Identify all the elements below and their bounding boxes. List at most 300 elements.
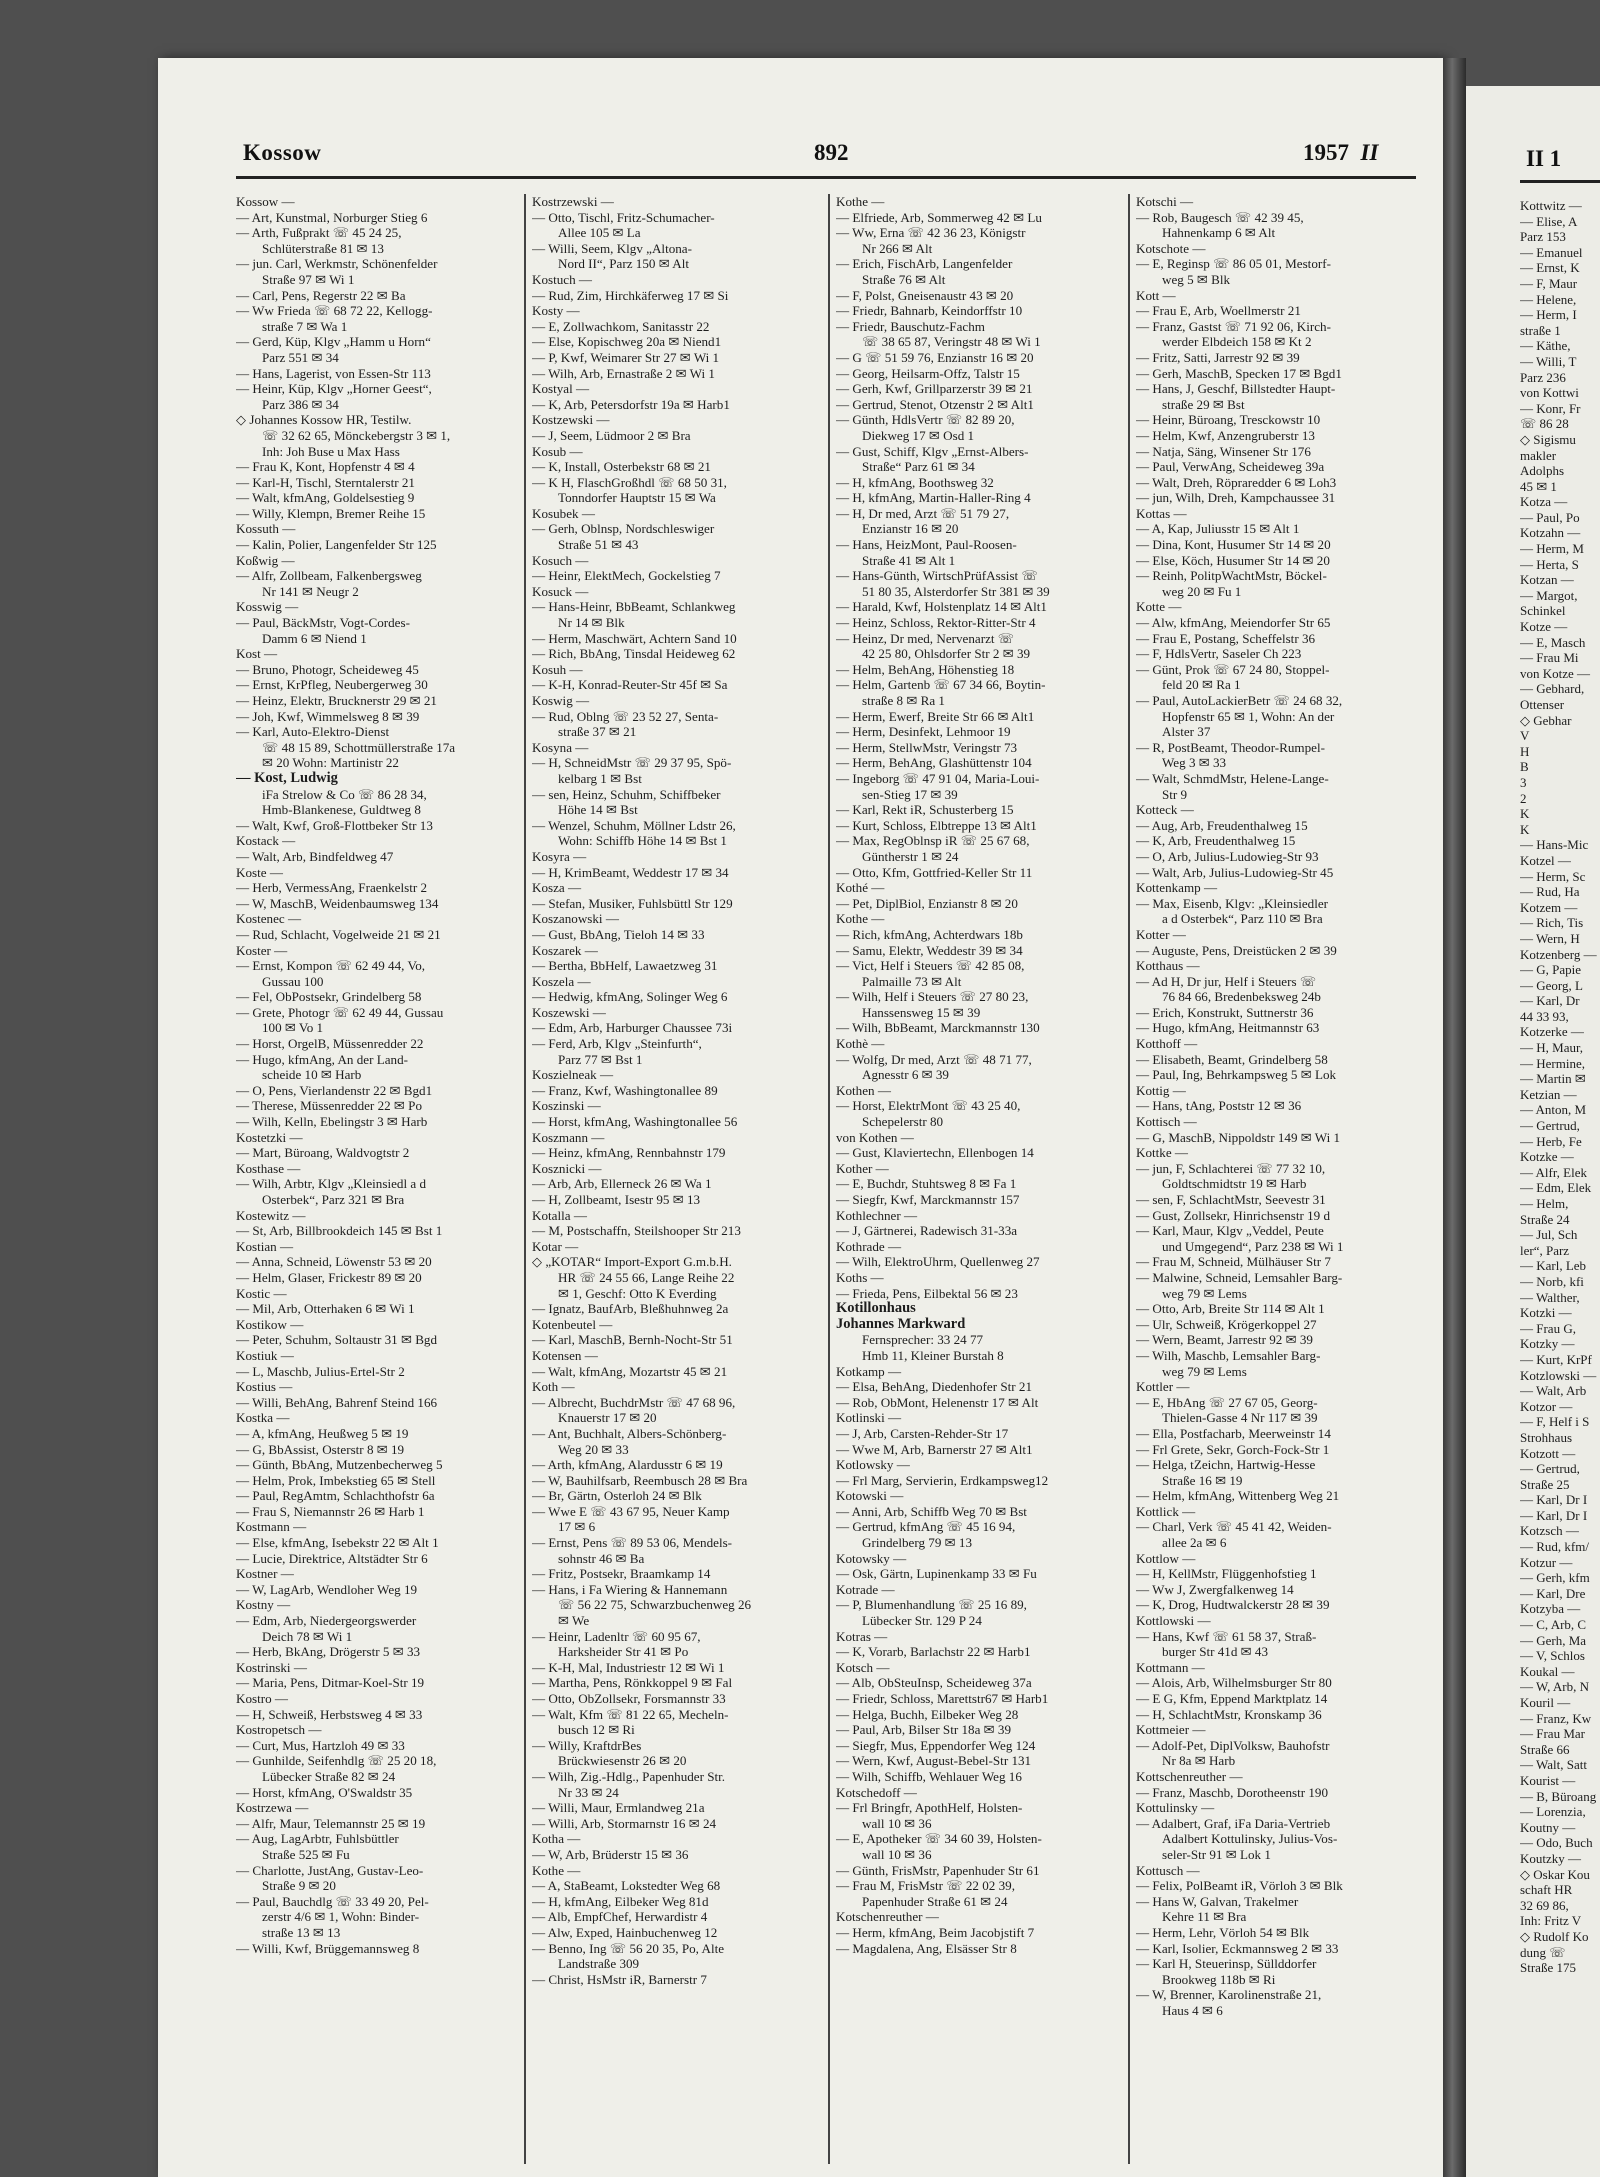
entry-line: Kost — — [236, 646, 278, 662]
entry-line: burger Str 41d ✉ 43 — [1162, 1644, 1269, 1660]
entry-line: Kostner — — [236, 1566, 294, 1582]
entry-line: Kostian — — [236, 1238, 294, 1254]
entry-line: Weg 3 ✉ 33 — [1162, 755, 1227, 771]
entry-line: — Walt, Arb — [1520, 1383, 1587, 1399]
entry-line: — F, HdlsVertr, Saseler Ch 223 — [1136, 646, 1302, 662]
entry-line: a d Osterbek“, Parz 110 ✉ Bra — [1162, 911, 1323, 927]
entry-line: — A, Kap, Juliusstr 15 ✉ Alt 1 — [1136, 521, 1300, 537]
entry-line: Kotzahn — — [1520, 525, 1581, 541]
column-4 — [1136, 194, 1416, 2164]
entry-line: — Walt, SchmdMstr, Helene-Lange- — [1136, 770, 1329, 786]
entry-line: — Edm, Arb, Harburger Chaussee 73i — [532, 1020, 733, 1036]
entry-line: — G ☏ 51 59 76, Enzianstr 16 ✉ 20 — [836, 349, 1034, 365]
entry-line: — Wilh, Helf i Steuers ☏ 27 80 23, — [836, 989, 1029, 1005]
entry-line: — J, Seem, Lüdmoor 2 ✉ Bra — [532, 427, 691, 443]
entry-line: — Aug, Arb, Freudenthalweg 15 — [1136, 817, 1308, 833]
entry-line: Nr 8a ✉ Harb — [1162, 1753, 1236, 1769]
entry-line: Kothen — — [836, 1082, 891, 1098]
entry-line: 17 ✉ 6 — [558, 1519, 596, 1535]
entry-line: Kottschenreuther — — [1136, 1768, 1243, 1784]
entry-line: Agnesstr 6 ✉ 39 — [862, 1067, 949, 1083]
entry-line: Kottig — — [1136, 1082, 1186, 1098]
entry-line: Kottlow — — [1136, 1550, 1196, 1566]
entry-line: — sen, Heinz, Schuhm, Schiffbeker — [532, 786, 721, 802]
entry-line: — Elisabeth, Beamt, Grindelberg 58 — [1136, 1051, 1328, 1067]
entry-line: — Ad H, Dr jur, Helf i Steuers ☏ — [1136, 973, 1317, 989]
entry-line: — Ernst, KrPfleg, Neubergerweg 30 — [236, 677, 428, 693]
entry-line: Koutny — — [1520, 1819, 1576, 1835]
entry-line: ◇ „KOTAR“ Import-Export G.m.b.H. — [532, 1254, 732, 1270]
part-text: II — [1360, 140, 1379, 165]
entry-line: — Gust, BbAng, Tieloh 14 ✉ 33 — [532, 926, 705, 942]
entry-line: — Edm, Elek — [1520, 1180, 1592, 1196]
entry-line: weg 5 ✉ Blk — [1162, 271, 1231, 287]
entry-line: — Jul, Sch — [1520, 1227, 1578, 1243]
entry-line: — Anton, M — [1520, 1102, 1587, 1118]
entry-line: — K, Vorarb, Barlachstr 22 ✉ Harb1 — [836, 1644, 1031, 1660]
entry-line: — F, Maur — [1520, 275, 1578, 291]
entry-line: — Wwe M, Arb, Barnerstr 27 ✉ Alt1 — [836, 1441, 1033, 1457]
entry-line: — Adolf-Pet, DiplVolksw, Bauhofstr — [1136, 1737, 1330, 1753]
entry-line: Kotrade — — [836, 1581, 895, 1597]
entry-line: Kostikow — — [236, 1316, 304, 1332]
entry-line: — Heinz, Elektr, Brucknerstr 29 ✉ 21 — [236, 693, 437, 708]
entry-line: — J, Gärtnerei, Radewisch 31-33a — [836, 1223, 1018, 1239]
entry-line: Thielen-Gasse 4 Nr 117 ✉ 39 — [1162, 1410, 1318, 1426]
entry-line: Koßwig — — [236, 552, 295, 568]
entry-line: — Arb, Arb, Ellerneck 26 ✉ Wa 1 — [532, 1176, 712, 1192]
entry-line: Lübecker Str. 129 P 24 — [862, 1613, 982, 1629]
entry-line: — Auguste, Pens, Dreistücken 2 ✉ 39 — [1136, 942, 1337, 958]
column-divider — [524, 194, 526, 2164]
entry-line: — E, Reginsp ☏ 86 05 01, Mestorf- — [1136, 256, 1331, 272]
entry-line: Nr 33 ✉ 24 — [558, 1784, 619, 1800]
entry-line: Kosty — — [532, 303, 580, 319]
entry-line: Alster 37 — [1162, 724, 1211, 740]
entry-line: ☏ 32 62 65, Mönckebergstr 3 ✉ 1, — [262, 427, 451, 443]
entry-line: — Walt, Arb, Bindfeldweg 47 — [236, 848, 394, 864]
entry-line: — Walt, Kwf, Groß-Flottbeker Str 13 — [236, 817, 433, 833]
entry-line: Ottenser — [1520, 697, 1565, 712]
entry-line: — Rob, Baugesch ☏ 42 39 45, — [1136, 209, 1304, 225]
entry-line: — K-H, Konrad-Reuter-Str 45f ✉ Sa — [532, 677, 728, 693]
entry-line: Kother — — [836, 1160, 889, 1176]
entry-line: Straße“ Parz 61 ✉ 34 — [862, 459, 975, 475]
entry-line: Haus 4 ✉ 6 — [1162, 2002, 1223, 2018]
entry-line: — Gust, Zollsekr, Hinrichsenstr 19 d — [1136, 1207, 1331, 1223]
entry-line: Brookweg 118b ✉ Ri — [1162, 1971, 1276, 1987]
entry-line: — Wenzel, Schuhm, Möllner Ldstr 26, — [532, 817, 736, 833]
entry-line: — Harald, Kwf, Holstenplatz 14 ✉ Alt1 — [836, 599, 1047, 615]
entry-line: Kostmann — — [236, 1519, 307, 1535]
entry-line: — Hugo, kfmAng, Heitmannstr 63 — [1136, 1020, 1320, 1036]
entry-line: 42 25 80, Ohlsdorfer Str 2 ✉ 39 — [862, 646, 1031, 662]
entry-line: — Wilh, Maschb, Lemsahler Barg- — [1136, 1347, 1321, 1363]
entry-line: — A, kfmAng, Heußweg 5 ✉ 19 — [236, 1425, 409, 1441]
entry-line: V — [1520, 728, 1530, 744]
entry-line: 76 84 66, Bredenbeksweg 24b — [1162, 989, 1321, 1005]
entry-line: — Käthe, — [1520, 338, 1571, 354]
column-divider — [828, 194, 830, 2164]
entry-line: — Paul, Ing, Behrkampsweg 5 ✉ Lok — [1136, 1067, 1337, 1083]
entry-line: Damm 6 ✉ Niend 1 — [262, 630, 367, 646]
entry-line: Allee 105 ✉ La — [558, 225, 641, 241]
entry-line: ☏ 56 22 75, Schwarzbuchenweg 26 — [558, 1597, 752, 1613]
entry-line: — Kost, Ludwig — [236, 770, 338, 786]
entry-line: wall 10 ✉ 36 — [862, 1815, 932, 1831]
entry-line: — Christ, HsMstr iR, Barnerstr 7 — [532, 1971, 707, 1987]
entry-line: Kothe — — [836, 911, 885, 927]
entry-line: Kotillonhaus — [836, 1301, 916, 1317]
entry-line: Kottenkamp — — [1136, 880, 1218, 896]
entry-line: — Elfriede, Arb, Sommerweg 42 ✉ Lu — [836, 209, 1042, 225]
entry-line: — Alb, EmpfChef, Herwardistr 4 — [532, 1909, 708, 1925]
entry-line: — Wilh, Zig.-Hdlg., Papenhuder Str. — [532, 1768, 726, 1784]
entry-line: Kotter — — [1136, 926, 1186, 942]
entry-line: — Fritz, Postsekr, Braamkamp 14 — [532, 1566, 711, 1582]
entry-line: — Alfr, Maur, Telemannstr 25 ✉ 19 — [236, 1815, 426, 1831]
entry-line: — Ww Frieda ☏ 68 72 22, Kellogg- — [236, 303, 433, 319]
entry-line: — Herm, Maschwärt, Achtern Sand 10 — [532, 630, 737, 646]
entry-line: — Ww J, Zwergfalkenweg 14 — [1136, 1581, 1294, 1597]
entry-line: — Heinr, ElektMech, Gockelstieg 7 — [532, 568, 721, 584]
entry-line: — Frau M, Schneid, Mülhäuser Str 7 — [1136, 1254, 1331, 1270]
entry-line: Kottwitz — — [1520, 198, 1582, 213]
entry-line: allee 2a ✉ 6 — [1162, 1535, 1227, 1551]
entry-line: Kotzky — — [1520, 1336, 1575, 1352]
entry-line: — Maria, Pens, Ditmar-Koel-Str 19 — [236, 1675, 425, 1691]
entry-line: — Hans, J, Geschf, Billstedter Haupt- — [1136, 381, 1336, 397]
entry-line: Kotensen — — [532, 1347, 598, 1363]
entry-line: — Elsa, BehAng, Diedenhofer Str 21 — [836, 1379, 1033, 1395]
entry-line: — Heinr, Büroang, Tresckowstr 10 — [1136, 412, 1321, 428]
entry-line: — Wilh, Arb, Ernastraße 2 ✉ Wi 1 — [532, 365, 715, 381]
entry-line: — W, Brenner, Karolinenstraße 21, — [1136, 1987, 1322, 2003]
entry-line: Schlüterstraße 81 ✉ 13 — [262, 240, 384, 256]
entry-line: Kotzott — — [1520, 1445, 1576, 1461]
entry-line: Koszarek — — [532, 942, 598, 958]
entry-line: — P, Blumenhandlung ☏ 25 16 89, — [836, 1597, 1027, 1613]
entry-line: ☏ 48 15 89, Schottmüllerstraße 17a — [262, 739, 456, 755]
entry-line: — Wilh, Schiffb, Wehlauer Weg 16 — [836, 1768, 1022, 1784]
entry-line: — Walt, kfmAng, Mozartstr 45 ✉ 21 — [532, 1363, 728, 1379]
entry-line: — Alfr, Zollbeam, Falkenbergsweg — [236, 568, 422, 584]
entry-line: — Rud, kfm/ — [1520, 1539, 1589, 1555]
entry-line: von Kotze — — [1520, 665, 1591, 681]
entry-line: — Helm, — [1520, 1196, 1569, 1211]
entry-line: — K, Arb, Petersdorfstr 19a ✉ Harb1 — [532, 396, 730, 412]
entry-line: Kosthase — — [236, 1160, 301, 1176]
entry-line: Kostewitz — — [236, 1207, 306, 1223]
entry-line: Kossuth — — [236, 521, 296, 537]
entry-line: — Otto, Kfm, Gottfried-Keller Str 11 — [836, 864, 1033, 880]
entry-line: Schinkel — [1520, 603, 1566, 619]
entry-line: — Erich, Konstrukt, Suttnerstr 36 — [1136, 1004, 1314, 1020]
entry-line: — Friedr, Bahnarb, Keindorffstr 10 — [836, 303, 1023, 319]
entry-line: — Karl H, Steuerinsp, Süllddorfer — [1136, 1956, 1317, 1972]
entry-line: — jun, Wilh, Dreh, Kampchaussee 31 — [1136, 490, 1336, 506]
entry-line: Palmaille 73 ✉ Alt — [862, 973, 962, 989]
entry-line: — Wern, H — [1520, 930, 1580, 946]
entry-line: scheide 10 ✉ Harb — [262, 1067, 362, 1083]
entry-line: ✉ We — [558, 1613, 590, 1629]
entry-line: — H, kfmAng, Eilbeker Weg 81d — [532, 1893, 709, 1909]
entry-line: Wohn: Schiffb Höhe 14 ✉ Bst 1 — [558, 833, 727, 849]
entry-line: Grindelberg 79 ✉ 13 — [862, 1535, 973, 1551]
entry-line: HR ☏ 24 55 66, Lange Reihe 22 — [558, 1269, 735, 1285]
entry-line: — Horst, OrgelB, Müssenredder 22 — [236, 1036, 424, 1052]
entry-line: — Frau S, Niemannstr 26 ✉ Harb 1 — [236, 1503, 425, 1519]
entry-line: Enzianstr 16 ✉ 20 — [862, 521, 959, 537]
entry-line: — C, Arb, C — [1520, 1617, 1587, 1633]
entry-line: — Helm, Prok, Imbekstieg 65 ✉ Stell — [236, 1472, 436, 1488]
entry-line: ◇ Sigismu — [1520, 431, 1576, 447]
entry-line: — Günth, HdlsVertr ☏ 82 89 20, — [836, 412, 1015, 428]
entry-line: — Rud, Zim, Hirchkäferweg 17 ✉ Si — [532, 287, 729, 303]
entry-line: — Anna, Schneid, Löwenstr 53 ✉ 20 — [236, 1254, 432, 1270]
entry-line: weg 79 ✉ Lems — [1162, 1363, 1247, 1379]
entry-line: — Rud, Schlacht, Vogelweide 21 ✉ 21 — [236, 926, 441, 942]
entry-line: Straße 16 ✉ 19 — [1162, 1472, 1243, 1488]
entry-line: — E G, Kfm, Eppend Marktplatz 14 — [1136, 1691, 1328, 1706]
entry-line: — Kalin, Polier, Langenfelder Str 125 — [236, 537, 437, 553]
entry-line: — Herm, Lehr, Vörloh 54 ✉ Blk — [1136, 1924, 1310, 1940]
entry-line: — Pet, DiplBiol, Enzianstr 8 ✉ 20 — [836, 895, 1018, 911]
entry-line: Landstraße 309 — [558, 1956, 640, 1972]
entry-line: feld 20 ✉ Ra 1 — [1162, 677, 1241, 693]
entry-line: — E, Masch — [1520, 634, 1586, 650]
entry-line: — Alfr, Elek — [1520, 1164, 1587, 1180]
entry-line: — Albrecht, BuchdrMstr ☏ 47 68 96, — [532, 1394, 736, 1410]
entry-line: — W, Arb, N — [1520, 1679, 1589, 1695]
entry-line: Kostrzewa — — [236, 1800, 309, 1816]
entry-line: — Karl, Maur, Klgv „Veddel, Peute — [1136, 1223, 1324, 1239]
entry-line: Kothrade — — [836, 1238, 902, 1254]
page-year — [1303, 140, 1378, 166]
entry-line: Kotlinski — — [836, 1410, 902, 1426]
entry-line: — Grete, Photogr ☏ 62 49 44, Gussau — [236, 1004, 444, 1020]
entry-line: — Günth, BbAng, Mutzenbecherweg 5 — [236, 1457, 443, 1473]
entry-line: Kosub — — [532, 443, 583, 459]
entry-line: Diekweg 17 ✉ Osd 1 — [862, 427, 975, 443]
entry-line: — Joh, Kwf, Wimmelsweg 8 ✉ 39 — [236, 708, 420, 724]
entry-line: Straße 25 — [1520, 1476, 1570, 1492]
entry-line: Kotzur — — [1520, 1554, 1573, 1570]
entry-line: — Herb, Fe — [1520, 1133, 1582, 1149]
entry-line: Koutzky — — [1520, 1850, 1582, 1866]
entry-line: — Franz, Maschb, Dorotheenstr 190 — [1136, 1784, 1329, 1800]
entry-line: Kotthaus — — [1136, 958, 1200, 974]
entry-line: — H, Zollbeamt, Isestr 95 ✉ 13 — [532, 1192, 701, 1207]
entry-line: — Frau Mar — [1520, 1726, 1585, 1742]
entry-line: — Gerh, Oblnsp, Nordschleswiger — [532, 521, 715, 537]
entry-line: weg 79 ✉ Lems — [1162, 1285, 1247, 1301]
entry-line: Kostka — — [236, 1410, 290, 1426]
entry-line: Koths — — [836, 1269, 884, 1285]
entry-line: straße 8 ✉ Ra 1 — [862, 693, 945, 708]
entry-line: und Umgegend“, Parz 238 ✉ Wi 1 — [1162, 1238, 1344, 1254]
entry-line: — Willy, Klempn, Bremer Reihe 15 — [236, 505, 426, 521]
entry-line: Goldtschmidtstr 19 ✉ Harb — [1162, 1176, 1307, 1192]
entry-line: — Mil, Arb, Otterhaken 6 ✉ Wi 1 — [236, 1301, 415, 1317]
entry-line: — Willi, Seem, Klgv „Altona- — [532, 240, 692, 256]
entry-line: Straße 97 ✉ Wi 1 — [262, 271, 355, 287]
entry-line: Parz 77 ✉ Bst 1 — [558, 1051, 643, 1067]
entry-line: Parz 153 — [1520, 229, 1566, 245]
entry-line: 100 ✉ Vo 1 — [262, 1020, 324, 1036]
entry-line: — Adalbert, Graf, iFa Daria-Vertrieb — [1136, 1815, 1331, 1831]
entry-line: Deich 78 ✉ Wi 1 — [262, 1628, 353, 1644]
entry-line: Kotteck — — [1136, 802, 1194, 818]
entry-line: 32 69 86, — [1520, 1897, 1569, 1913]
entry-line: 44 33 93, — [1520, 1008, 1569, 1024]
entry-line: ✉ 1, Geschf: Otto K Everding — [558, 1285, 717, 1301]
entry-line: — Hedwig, kfmAng, Solinger Weg 6 — [532, 989, 728, 1005]
entry-line: Kostack — — [236, 833, 296, 849]
entry-line: — Natja, Säng, Winsener Str 176 — [1136, 443, 1311, 459]
entry-line: — Vict, Helf i Steuers ☏ 42 85 08, — [836, 958, 1025, 974]
entry-line: Hopfenstr 65 ✉ 1, Wohn: An der — [1162, 708, 1335, 724]
entry-line: Kottmeier — — [1136, 1722, 1206, 1738]
entry-line: Kosyna — — [532, 739, 589, 755]
entry-line: — Hans, tAng, Poststr 12 ✉ 36 — [1136, 1098, 1302, 1114]
entry-line: — Charl, Verk ☏ 45 41 42, Weiden- — [1136, 1519, 1332, 1535]
entry-line: — Paul, Po — [1520, 509, 1580, 525]
entry-line: von Kothen — — [836, 1129, 914, 1145]
entry-line: straße 1 — [1520, 322, 1561, 338]
entry-line: — Friedr, Bauschutz-Fachm — [836, 318, 985, 334]
entry-line: — Frau Mi — [1520, 650, 1579, 666]
entry-line: — Hans, i Fa Wiering & Hannemann — [532, 1581, 728, 1597]
entry-line: — Lucie, Direktrice, Altstädter Str 6 — [236, 1550, 428, 1566]
entry-line: Kotzel — — [1520, 852, 1571, 868]
entry-line: — Gertrud, Stenot, Otzenstr 2 ✉ Alt1 — [836, 396, 1034, 412]
entry-line: — Hans-Günth, WirtschPrüfAssist ☏ — [836, 568, 1038, 584]
entry-line: — Heinr, Küp, Klgv „Horner Geest“, — [236, 381, 432, 397]
entry-line: — Hans W, Galvan, Trakelmer — [1136, 1893, 1299, 1909]
entry-line: — Ww, Erna ☏ 42 36 23, Königstr — [836, 225, 1026, 241]
entry-line: — Rich, BbAng, Tinsdal Heideweg 62 — [532, 646, 736, 662]
entry-line: — Walt, Arb, Julius-Ludowieg-Str 45 — [1136, 864, 1334, 880]
entry-line: Papenhuder Straße 61 ✉ 24 — [862, 1893, 1008, 1909]
entry-line: werder Elbdeich 158 ✉ Kt 2 — [1162, 334, 1312, 350]
entry-line: — Magdalena, Ang, Elsässer Str 8 — [836, 1940, 1017, 1956]
entry-line: Koszanowski — — [532, 911, 619, 927]
entry-line: — H, KrimBeamt, Weddestr 17 ✉ 34 — [532, 864, 729, 880]
entry-line: — Alw, Exped, Hainbuchenweg 12 — [532, 1924, 718, 1940]
entry-line: — G, BbAssist, Osterstr 8 ✉ 19 — [236, 1441, 405, 1457]
entry-line: — Herm, BehAng, Glashüttenstr 104 — [836, 755, 1032, 771]
entry-line: — Hans, HeizMont, Paul-Roosen- — [836, 537, 1017, 553]
entry-line: Kotsch — — [836, 1659, 890, 1675]
entry-line: Ketzian — — [1520, 1086, 1577, 1102]
entry-line: — Herm, Desinfekt, Lehmoor 19 — [836, 724, 1011, 740]
entry-line: — Frieda, Pens, Eilbektal 56 ✉ 23 — [836, 1285, 1018, 1301]
entry-line: — Gerh, Ma — [1520, 1632, 1587, 1648]
entry-line: — Peter, Schuhm, Soltaustr 31 ✉ Bgd — [236, 1332, 438, 1348]
entry-line: ◇ Oskar Kou — [1520, 1866, 1590, 1882]
entry-line: — Herb, BkAng, Drögerstr 5 ✉ 33 — [236, 1644, 421, 1660]
entry-line: — Erich, FischArb, Langenfelder — [836, 256, 1013, 272]
entry-line: — Gerh, kfm — [1520, 1570, 1590, 1586]
entry-line: — Martin ✉ — [1520, 1071, 1586, 1087]
entry-line: — Otto, Tischl, Fritz-Schumacher- — [532, 209, 715, 225]
entry-line: Kostius — — [236, 1379, 293, 1395]
entry-line: — Hans-Mic — [1520, 837, 1589, 853]
entry-line: — Therese, Müssenredder 22 ✉ Po — [236, 1098, 423, 1114]
entry-line: — Osk, Gärtn, Lupinenkamp 33 ✉ Fu — [836, 1566, 1037, 1582]
entry-line: — A, StaBeamt, Lokstedter Weg 68 — [532, 1878, 721, 1894]
entry-line: Straße 41 ✉ Alt 1 — [862, 552, 956, 568]
entry-line: — Siegfr, Kwf, Marckmannstr 157 — [836, 1192, 1020, 1207]
entry-line: Kostropetsch — — [236, 1722, 322, 1738]
entry-line: — Karl, Dr I — [1520, 1507, 1588, 1523]
entry-line: Kostic — — [236, 1285, 287, 1301]
entry-line: Nr 14 ✉ Blk — [558, 615, 625, 631]
entry-line: straße 13 ✉ 13 — [262, 1924, 341, 1940]
entry-line: ◇ Gebhar — [1520, 712, 1572, 728]
entry-line: Kotzan — — [1520, 572, 1574, 588]
entry-line: — O, Pens, Vierlandenstr 22 ✉ Bgd1 — [236, 1082, 433, 1098]
entry-line: Kosuch — — [532, 552, 589, 568]
entry-line: — Hans, Lagerist, von Essen-Str 113 — [236, 365, 431, 381]
entry-line: — Fel, ObPostsekr, Grindelberg 58 — [236, 989, 422, 1005]
entry-line: — M, Postschaffn, Steilshooper Str 213 — [532, 1223, 741, 1239]
entry-line: ✉ 20 Wohn: Martinistr 22 — [262, 755, 399, 771]
entry-line: Kosznicki — — [532, 1160, 602, 1176]
entry-line: — Max, Eisenb, Klgv: „Kleinsiedler — [1136, 895, 1329, 911]
entry-line: — Günth, FrisMstr, Papenhuder Str 61 — [836, 1862, 1040, 1878]
entry-line: — Aug, LagArbtr, Fuhlsbüttler — [236, 1831, 399, 1847]
entry-line: Straße 51 ✉ 43 — [558, 537, 639, 553]
entry-line: — G, Papie — [1520, 962, 1582, 978]
entry-line: — Arth, kfmAng, Alardusstr 6 ✉ 19 — [532, 1457, 723, 1473]
entry-line: — K, Arb, Freudenthalweg 15 — [1136, 833, 1296, 849]
entry-line: weg 20 ✉ Fu 1 — [1162, 583, 1242, 599]
entry-line: Parz 551 ✉ 34 — [262, 349, 339, 365]
entry-line: — Gust, Klaviertechn, Ellenbogen 14 — [836, 1145, 1034, 1161]
entry-line: — Karl, Dr — [1520, 993, 1580, 1009]
entry-line: Kostrzewski — — [532, 194, 614, 209]
entry-line: Kostny — — [236, 1597, 291, 1613]
entry-line: — Rich, kfmAng, Achterdwars 18b — [836, 926, 1023, 942]
entry-line: — Edm, Arb, Niedergeorgswerder — [236, 1613, 417, 1629]
entry-line: sen-Stieg 17 ✉ 39 — [862, 786, 958, 802]
entry-line: Kothlechner — — [836, 1207, 918, 1223]
entry-line: — Bruno, Photogr, Scheideweg 45 — [236, 661, 419, 677]
entry-line: Kotzenberg — — [1520, 946, 1597, 962]
entry-line: 3 — [1520, 774, 1527, 790]
entry-line: — L, Maschb, Julius-Ertel-Str 2 — [236, 1363, 405, 1379]
entry-line: — Reinh, PolitpWachtMstr, Böckel- — [1136, 568, 1327, 584]
entry-line: — Ant, Buchhalt, Albers-Schönberg- — [532, 1425, 727, 1441]
entry-line: — Wilh, ElektroUhrm, Quellenweg 27 — [836, 1254, 1040, 1270]
entry-line: — Ignatz, BaufArb, Bleßhuhnweg 2a — [532, 1301, 729, 1317]
entry-line: K — [1520, 821, 1530, 837]
entry-line: — Heinz, kfmAng, Rennbahnstr 179 — [532, 1145, 726, 1161]
entry-line: — Felix, PolBeamt iR, Vörloh 3 ✉ Blk — [1136, 1878, 1343, 1894]
year-text: 1957 — [1303, 140, 1349, 165]
entry-line: 45 ✉ 1 — [1520, 478, 1557, 494]
entry-line: — V, Schlos — [1520, 1648, 1585, 1664]
entry-line: — Wilh, BbBeamt, Marckmannstr 130 — [836, 1020, 1040, 1036]
entry-line: — Franz, Kwf, Washingtonallee 89 — [532, 1082, 718, 1098]
entry-line: Koszinski — — [532, 1098, 601, 1114]
entry-line: — R, PostBeamt, Theodor-Rumpel- — [1136, 739, 1325, 755]
entry-line: Höhe 14 ✉ Bst — [558, 802, 638, 818]
entry-line: — Gertrud, — [1520, 1118, 1580, 1134]
entry-line: Kosza — — [532, 880, 582, 896]
